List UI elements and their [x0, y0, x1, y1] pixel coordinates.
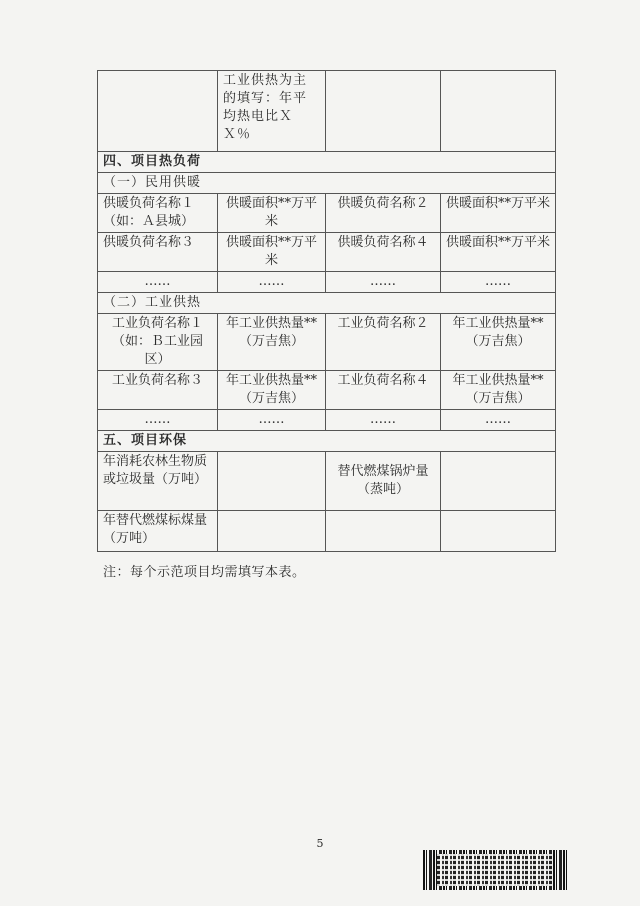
empty-cell [218, 452, 326, 511]
table-row [98, 272, 556, 293]
project-form-table [97, 70, 556, 552]
ellipsis-cell: …… [326, 410, 441, 431]
ellipsis-cell: …… [326, 272, 441, 293]
section-heading: 四、项目热负荷 [98, 152, 556, 173]
table-cell: 工业负荷名称１（如：Ｂ工业园区） [98, 314, 218, 371]
ellipsis-cell: …… [98, 410, 218, 431]
footnote: 注：每个示范项目均需填写本表。 [103, 565, 306, 580]
table-cell: 年替代燃煤标煤量（万吨） [98, 511, 218, 552]
ellipsis-cell: …… [441, 272, 556, 293]
barcode-image [423, 850, 568, 890]
ellipsis-cell: …… [441, 410, 556, 431]
empty-cell [98, 71, 218, 152]
heat-ratio-cell: 工业供热为主的填写：年平均热电比ＸＸ％ [218, 71, 326, 152]
table-cell: 年工业供热量**（万吉焦） [441, 371, 556, 410]
table-cell: 年工业供热量**（万吉焦） [218, 371, 326, 410]
table-cell: 年工业供热量**（万吉焦） [218, 314, 326, 371]
table-cell: 年消耗农林生物质或垃圾量（万吨） [98, 452, 218, 511]
table-cell: 年工业供热量**（万吉焦） [441, 314, 556, 371]
table-row [98, 233, 556, 272]
table-row [98, 511, 556, 552]
table-row [98, 293, 556, 314]
table-row [98, 410, 556, 431]
table-cell: 供暖负荷名称４ [326, 233, 441, 272]
ellipsis-cell: …… [218, 272, 326, 293]
table-cell: 供暖面积**万平米 [218, 233, 326, 272]
table-cell: 供暖面积**万平米 [441, 194, 556, 233]
table-row [98, 452, 556, 511]
table-cell: 供暖面积**万平米 [441, 233, 556, 272]
subsection-heading: （二）工业供热 [98, 293, 556, 314]
table-cell: 工业负荷名称３ [98, 371, 218, 410]
table-cell: 供暖负荷名称２ [326, 194, 441, 233]
ellipsis-cell: …… [98, 272, 218, 293]
table-row [98, 173, 556, 194]
empty-cell [326, 511, 441, 552]
table-cell: 供暖面积**万平米 [218, 194, 326, 233]
barcode-pattern [437, 854, 553, 886]
subsection-heading: （一）民用供暖 [98, 173, 556, 194]
table-cell: 工业负荷名称４ [326, 371, 441, 410]
table-row [98, 431, 556, 452]
table-cell: 替代燃煤锅炉量（蒸吨） [326, 452, 441, 511]
empty-cell [441, 71, 556, 152]
table-cell: 供暖负荷名称３ [98, 233, 218, 272]
table-row [98, 152, 556, 173]
ellipsis-cell: …… [218, 410, 326, 431]
empty-cell [326, 71, 441, 152]
table-row [98, 371, 556, 410]
empty-cell [441, 452, 556, 511]
table-row [98, 71, 556, 152]
section-heading: 五、项目环保 [98, 431, 556, 452]
page-number: 5 [316, 837, 324, 850]
table-row [98, 194, 556, 233]
empty-cell [218, 511, 326, 552]
empty-cell [441, 511, 556, 552]
table-cell: 工业负荷名称２ [326, 314, 441, 371]
table-row [98, 314, 556, 371]
table-cell: 供暖负荷名称１（如：Ａ县城） [98, 194, 218, 233]
